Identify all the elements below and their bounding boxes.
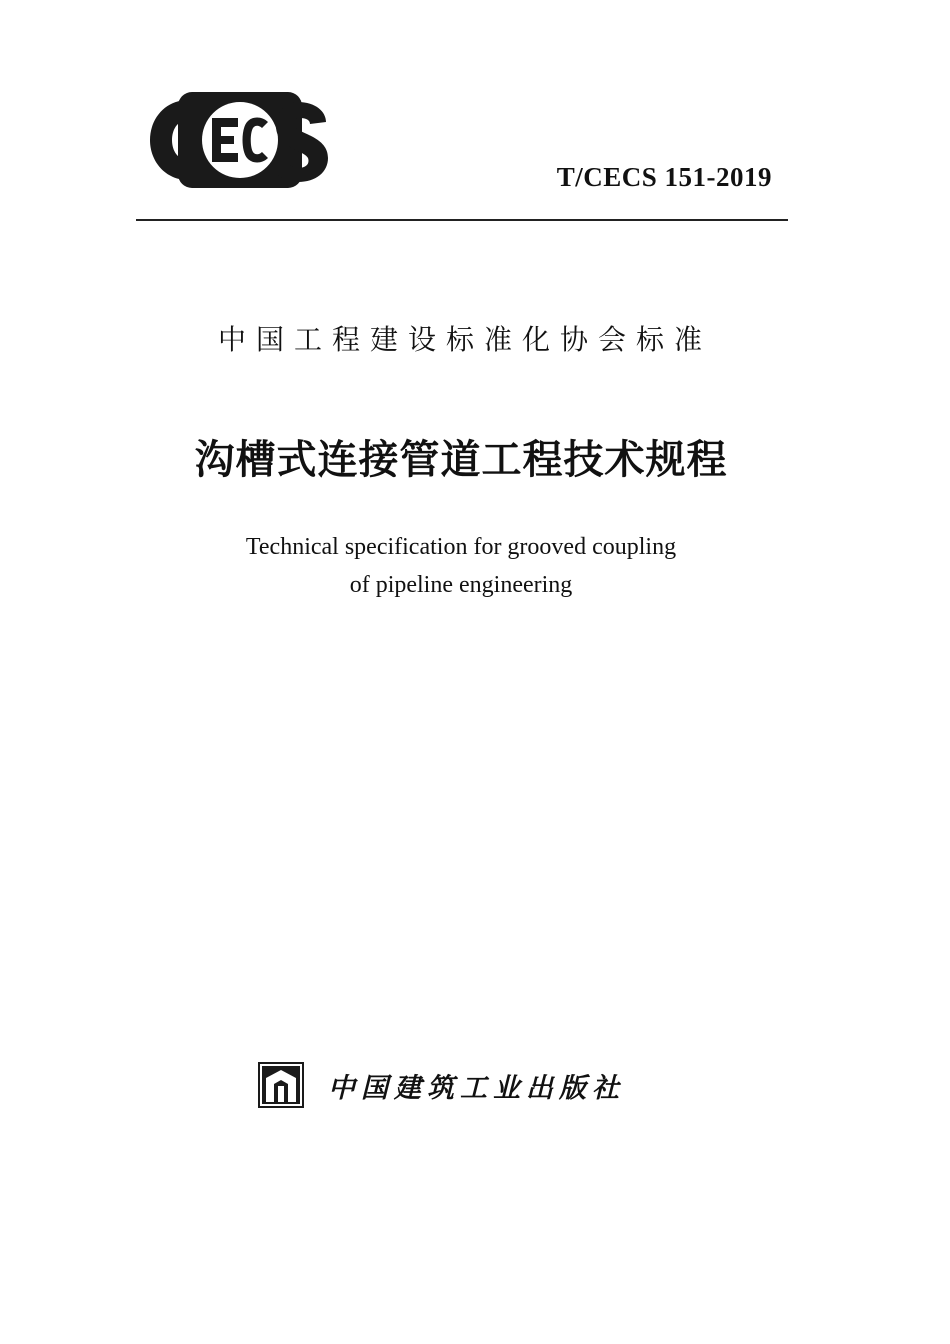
document-title-en bbox=[0, 528, 922, 604]
publisher-block bbox=[258, 1062, 625, 1108]
header-divider bbox=[136, 219, 788, 221]
document-title-en-line1: Technical specification for grooved coupling bbox=[245, 534, 677, 560]
standard-series-title: 中国工程建设标准化协会标准 bbox=[217, 323, 712, 356]
document-title-en-line2: of pipeline engineering bbox=[349, 572, 573, 598]
document-title-cn: 沟槽式连接管道工程技术规程 bbox=[194, 437, 728, 483]
cecs-logo bbox=[148, 92, 330, 188]
publisher-logo-icon bbox=[258, 1062, 304, 1108]
publisher-name: 中国建筑工业出版社 bbox=[328, 1072, 625, 1104]
standard-number: T/CECS 151-2019 bbox=[556, 162, 772, 192]
